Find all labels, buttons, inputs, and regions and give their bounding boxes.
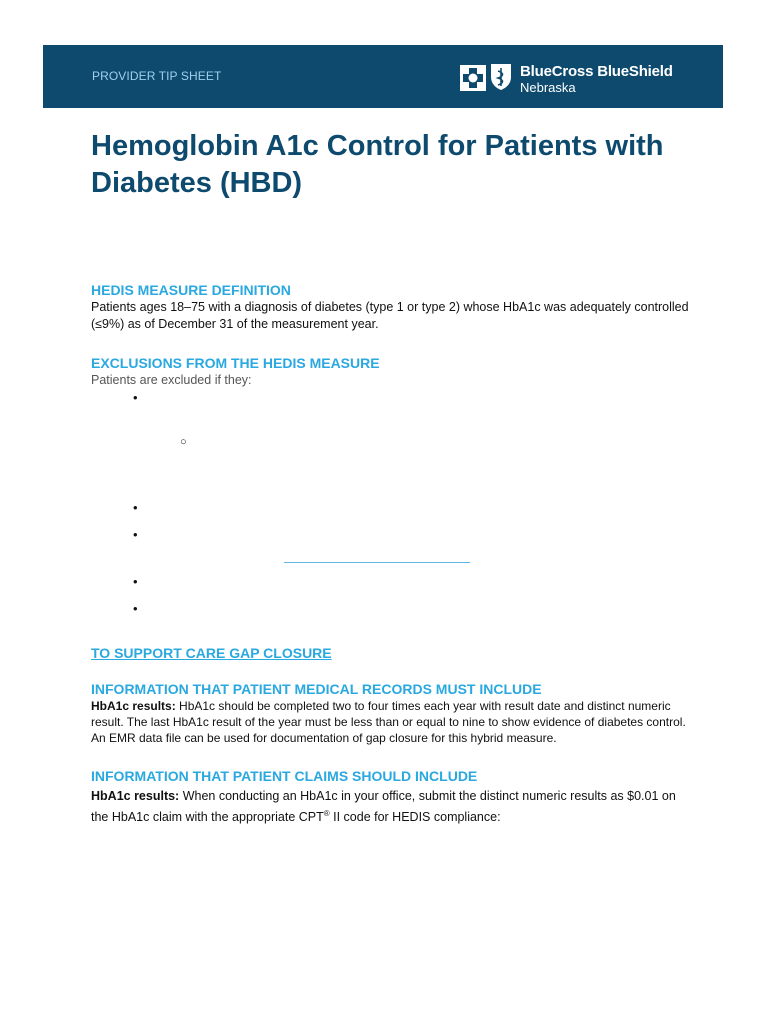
medical-records-body: HbA1c should be completed two to four times each year with result date and distinct numeric result. The last HbA1c result of the year must be less than or equal to nine to show evidence of diabetes control. An EMR data file can be used for documentation of gap closure for this hybrid measure. — [91, 699, 686, 745]
medical-records-heading: INFORMATION THAT PATIENT MEDICAL RECORDS MUST INCLUDE — [91, 681, 542, 697]
claims-text — [91, 788, 691, 826]
hyperlink-underline[interactable] — [284, 562, 470, 563]
exclusion-bullet-1: • — [133, 390, 138, 405]
header-banner — [43, 45, 723, 108]
claims-heading: INFORMATION THAT PATIENT CLAIMS SHOULD INCLUDE — [91, 768, 478, 784]
claims-body-1: When conducting an HbA1c in your office, submit the distinct numeric results as $0.01 on the HbA1c claim with the appropriate CPT — [91, 789, 676, 825]
medical-records-lead: HbA1c results: — [91, 699, 176, 713]
registered-mark: ® — [323, 809, 330, 818]
logo-name: BlueCross BlueShield — [520, 63, 673, 80]
medical-records-text — [91, 698, 691, 746]
claims-lead: HbA1c results: — [91, 789, 180, 803]
cross-icon — [460, 65, 486, 91]
logo-region: Nebraska — [520, 80, 576, 95]
exclusion-bullet-2: • — [133, 500, 138, 515]
claims-body-2: II code for HEDIS compliance: — [329, 810, 501, 825]
exclusions-heading: EXCLUSIONS FROM THE HEDIS MEASURE — [91, 355, 380, 371]
tip-sheet-label: PROVIDER TIP SHEET — [92, 69, 222, 83]
exclusion-bullet-3: • — [133, 527, 138, 542]
shield-icon — [490, 63, 512, 91]
definition-heading: HEDIS MEASURE DEFINITION — [91, 282, 291, 298]
care-gap-heading-link[interactable]: TO SUPPORT CARE GAP CLOSURE — [91, 645, 332, 661]
exclusions-intro: Patients are excluded if they: — [91, 373, 252, 387]
definition-text: Patients ages 18–75 with a diagnosis of diabetes (type 1 or type 2) whose HbA1c was adequately controlled (≤9%) as of December 31 of the measurement year. — [91, 300, 689, 331]
exclusion-sub-bullet-1: ○ — [180, 436, 187, 448]
page-title: Hemoglobin A1c Control for Patients with Diabetes (HBD) — [91, 130, 664, 199]
exclusion-bullet-4: • — [133, 574, 138, 589]
exclusion-bullet-5: • — [133, 601, 138, 616]
